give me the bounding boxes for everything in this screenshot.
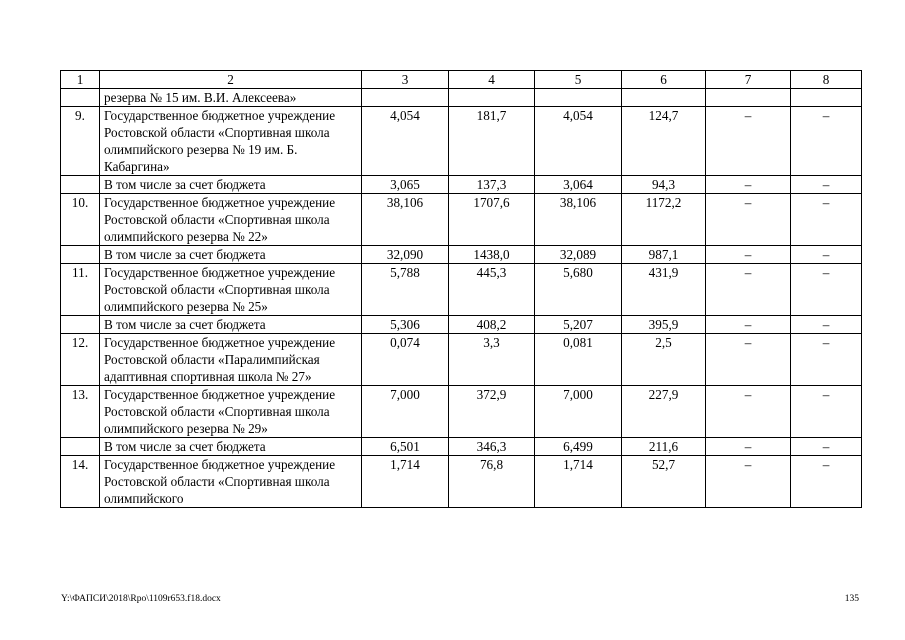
header-cell: 2 [100,71,362,89]
value-cell: 1,714 [362,456,449,508]
row-label-cell: Государственное бюджетное учреждение Ростовской области «Спортивная школа олимпийского резерва № 22» [100,194,362,246]
row-number-cell: 13. [61,386,100,438]
row-number-cell: 12. [61,334,100,386]
row-number-cell [61,176,100,194]
value-cell: 38,106 [362,194,449,246]
value-cell: – [706,246,791,264]
row-number-cell: 9. [61,107,100,176]
table-row [61,334,862,386]
table-row [61,456,862,508]
row-number-cell [61,89,100,107]
row-label-cell: В том числе за счет бюджета [100,438,362,456]
footer-file-path: Y:\ФАПСИ\2018\Rpo\1109r653.f18.docx [61,594,221,604]
value-cell: 1,714 [535,456,622,508]
value-cell: 137,3 [449,176,535,194]
row-number-cell [61,246,100,264]
value-cell: – [791,316,862,334]
value-cell: 211,6 [622,438,706,456]
row-label-cell: резерва № 15 им. В.И. Алексеева» [100,89,362,107]
value-cell: 0,074 [362,334,449,386]
value-cell: 5,788 [362,264,449,316]
table-header-row [61,71,862,89]
value-cell: – [706,107,791,176]
header-cell: 5 [535,71,622,89]
row-label-cell: Государственное бюджетное учреждение Ростовской области «Паралимпийская адаптивная спортивная школа № 27» [100,334,362,386]
table-row [61,176,862,194]
value-cell: 124,7 [622,107,706,176]
value-cell: 52,7 [622,456,706,508]
value-cell: – [791,264,862,316]
value-cell: 3,3 [449,334,535,386]
value-cell: 94,3 [622,176,706,194]
value-cell: – [791,107,862,176]
value-cell: 6,501 [362,438,449,456]
value-cell [362,89,449,107]
table-row [61,246,862,264]
header-cell: 4 [449,71,535,89]
value-cell: – [706,386,791,438]
header-cell: 8 [791,71,862,89]
value-cell: – [706,194,791,246]
header-cell: 6 [622,71,706,89]
value-cell: 7,000 [362,386,449,438]
table-row [61,194,862,246]
value-cell: 7,000 [535,386,622,438]
value-cell: – [706,316,791,334]
row-label-cell: Государственное бюджетное учреждение Ростовской области «Спортивная школа олимпийского [100,456,362,508]
value-cell: – [791,176,862,194]
table-row [61,438,862,456]
row-number-cell [61,438,100,456]
value-cell: 3,065 [362,176,449,194]
value-cell: 4,054 [362,107,449,176]
value-cell: 6,499 [535,438,622,456]
row-number-cell: 11. [61,264,100,316]
value-cell [706,89,791,107]
row-label-cell: Государственное бюджетное учреждение Ростовской области «Спортивная школа олимпийского резерва № 29» [100,386,362,438]
value-cell: 76,8 [449,456,535,508]
table-row [61,316,862,334]
value-cell: – [791,438,862,456]
value-cell: – [706,264,791,316]
table-row [61,107,862,176]
value-cell [535,89,622,107]
value-cell: 3,064 [535,176,622,194]
value-cell: – [791,334,862,386]
row-label-cell: В том числе за счет бюджета [100,176,362,194]
value-cell: 372,9 [449,386,535,438]
table-row [61,264,862,316]
header-cell: 7 [706,71,791,89]
value-cell: 5,207 [535,316,622,334]
value-cell: 346,3 [449,438,535,456]
value-cell: 0,081 [535,334,622,386]
value-cell: – [791,194,862,246]
table-row [61,386,862,438]
value-cell: 1172,2 [622,194,706,246]
value-cell: 431,9 [622,264,706,316]
row-label-cell: В том числе за счет бюджета [100,316,362,334]
value-cell: – [791,246,862,264]
value-cell: – [706,334,791,386]
value-cell: 38,106 [535,194,622,246]
header-cell: 3 [362,71,449,89]
value-cell: 395,9 [622,316,706,334]
value-cell [791,89,862,107]
header-cell: 1 [61,71,100,89]
value-cell: 32,090 [362,246,449,264]
data-table [60,70,862,508]
value-cell: 5,306 [362,316,449,334]
value-cell: 445,3 [449,264,535,316]
value-cell: 4,054 [535,107,622,176]
value-cell: 32,089 [535,246,622,264]
value-cell: – [706,438,791,456]
value-cell: – [791,456,862,508]
row-number-cell: 14. [61,456,100,508]
row-number-cell [61,316,100,334]
value-cell: 2,5 [622,334,706,386]
row-number-cell: 10. [61,194,100,246]
value-cell: – [706,176,791,194]
value-cell: 5,680 [535,264,622,316]
value-cell: 987,1 [622,246,706,264]
page-number: 135 [844,594,859,604]
value-cell: – [706,456,791,508]
value-cell: 181,7 [449,107,535,176]
value-cell [449,89,535,107]
value-cell [622,89,706,107]
row-label-cell: Государственное бюджетное учреждение Ростовской области «Спортивная школа олимпийского резерва № 19 им. Б. Кабаргина» [100,107,362,176]
table-row [61,89,862,107]
row-label-cell: В том числе за счет бюджета [100,246,362,264]
value-cell: 227,9 [622,386,706,438]
value-cell: – [791,386,862,438]
value-cell: 1707,6 [449,194,535,246]
value-cell: 408,2 [449,316,535,334]
value-cell: 1438,0 [449,246,535,264]
row-label-cell: Государственное бюджетное учреждение Ростовской области «Спортивная школа олимпийского резерва № 25» [100,264,362,316]
